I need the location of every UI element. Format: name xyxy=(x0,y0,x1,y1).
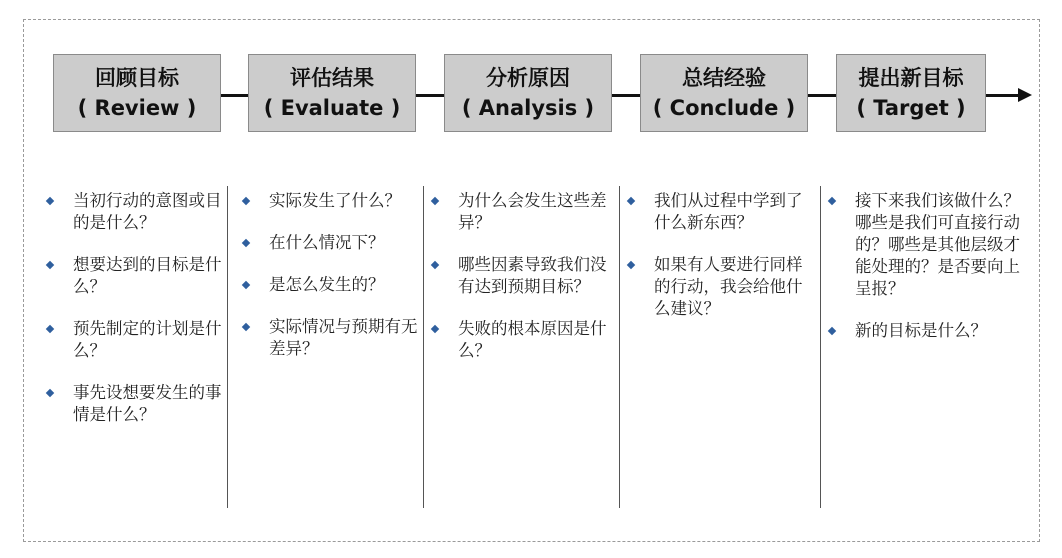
diamond-bullet-icon xyxy=(242,239,250,247)
column-divider xyxy=(820,186,821,508)
diamond-bullet-icon xyxy=(46,261,54,269)
question-item: 想要达到的目标是什么？ xyxy=(43,254,223,298)
step-analysis-subtitle: ( Analysis ) xyxy=(461,96,595,120)
diamond-bullet-icon xyxy=(46,325,54,333)
diamond-bullet-icon xyxy=(46,389,54,397)
question-item: 失败的根本原因是什么？ xyxy=(428,318,611,362)
column-divider xyxy=(227,186,228,508)
question-item: 我们从过程中学到了什么新东西？ xyxy=(624,190,814,234)
question-item: 在什么情况下？ xyxy=(239,232,419,254)
conclude-questions xyxy=(624,190,814,340)
diamond-bullet-icon xyxy=(46,197,54,205)
diamond-bullet-icon xyxy=(242,281,250,289)
step-analysis-box xyxy=(444,54,612,132)
diamond-bullet-icon xyxy=(431,325,439,333)
step-review-title: 回顾目标 xyxy=(95,66,179,90)
target-questions xyxy=(825,190,1020,362)
step-review-box xyxy=(53,54,221,132)
question-item: 当初行动的意图或目的是什么？ xyxy=(43,190,223,234)
question-item: 实际情况与预期有无差异？ xyxy=(239,316,419,360)
step-evaluate-box xyxy=(248,54,416,132)
question-item: 接下来我们该做什么？哪些是我们可直接行动的？哪些是其他层级才能处理的？是否要向上呈报？ xyxy=(825,190,1020,300)
diamond-bullet-icon xyxy=(627,261,635,269)
diamond-bullet-icon xyxy=(431,197,439,205)
question-item: 如果有人要进行同样的行动，我会给他什么建议？ xyxy=(624,254,814,320)
step-evaluate-title: 评估结果 xyxy=(290,66,374,90)
step-target-title: 提出新目标 xyxy=(858,66,964,90)
diamond-bullet-icon xyxy=(242,197,250,205)
diamond-bullet-icon xyxy=(431,261,439,269)
step-conclude-box xyxy=(640,54,808,132)
step-evaluate-subtitle: ( Evaluate ) xyxy=(263,96,401,120)
step-target-box xyxy=(836,54,986,132)
question-item: 为什么会发生这些差异？ xyxy=(428,190,611,234)
step-analysis-title: 分析原因 xyxy=(486,66,570,90)
evaluate-questions xyxy=(239,190,419,380)
question-item: 实际发生了什么？ xyxy=(239,190,419,212)
step-conclude-title: 总结经验 xyxy=(682,66,766,90)
question-item: 哪些因素导致我们没有达到预期目标？ xyxy=(428,254,611,298)
column-divider xyxy=(423,186,424,508)
diamond-bullet-icon xyxy=(627,197,635,205)
diamond-bullet-icon xyxy=(828,327,836,335)
question-item: 新的目标是什么？ xyxy=(825,320,1020,342)
question-item: 是怎么发生的？ xyxy=(239,274,419,296)
question-item: 预先制定的计划是什么？ xyxy=(43,318,223,362)
diamond-bullet-icon xyxy=(828,197,836,205)
column-divider xyxy=(619,186,620,508)
diamond-bullet-icon xyxy=(242,323,250,331)
question-item: 事先设想要发生的事情是什么？ xyxy=(43,382,223,426)
step-review-subtitle: ( Review ) xyxy=(77,96,197,120)
arrow-right-icon xyxy=(1018,88,1032,102)
step-target-subtitle: ( Target ) xyxy=(856,96,966,120)
review-questions xyxy=(43,190,223,446)
analysis-questions xyxy=(428,190,611,382)
step-conclude-subtitle: ( Conclude ) xyxy=(652,96,796,120)
